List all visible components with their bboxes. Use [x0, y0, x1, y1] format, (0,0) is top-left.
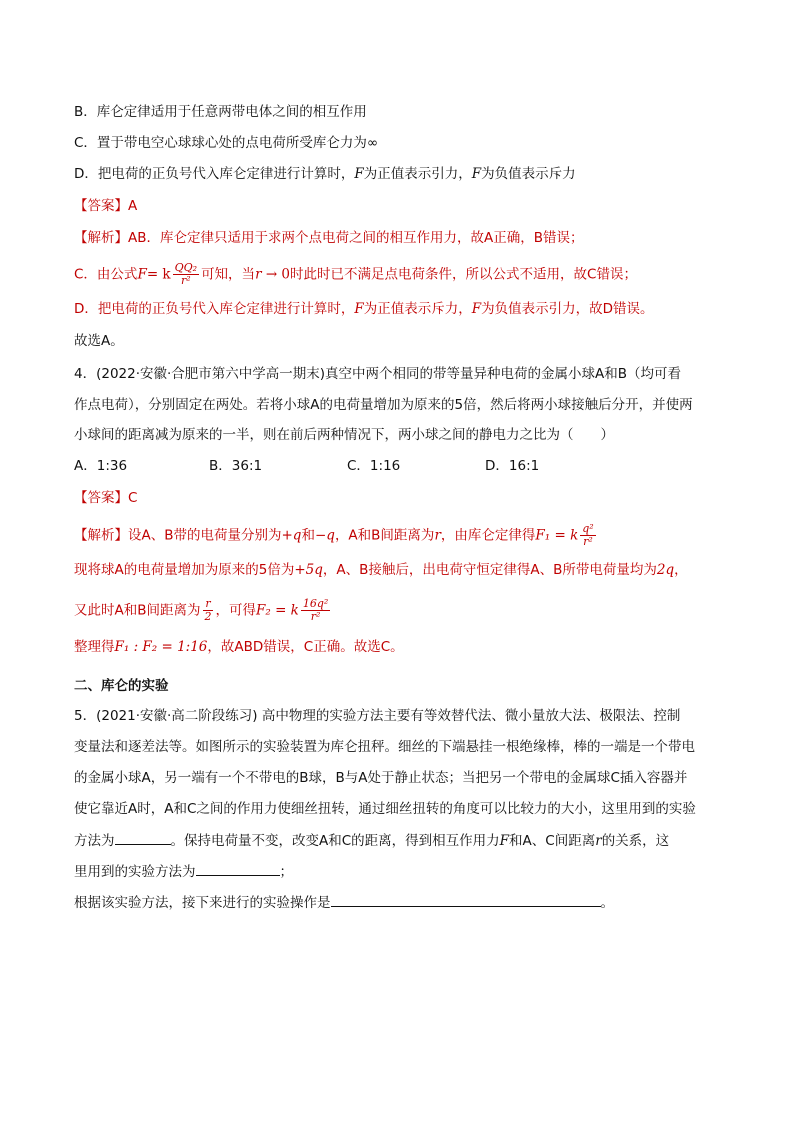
- question-text: ；: [279, 864, 293, 880]
- answer-label: 【答案】: [74, 490, 128, 506]
- question-text: 根据该实验方法，接下来进行的实验操作是: [74, 895, 331, 911]
- option-b: B．库仑定律适用于任意两带电体之间的相互作用: [74, 104, 367, 120]
- formula-lhs: F: [137, 266, 147, 283]
- force-symbol: F: [471, 166, 482, 182]
- fraction-denominator: r²: [181, 274, 191, 287]
- analysis-text: 和: [301, 527, 315, 544]
- question-4-option-d: D．16:1: [485, 458, 540, 474]
- option-c: C．置于带电空心球球心处的点电荷所受库仑力为∞: [74, 135, 379, 151]
- analysis-text: ，: [674, 562, 688, 578]
- distance-symbol: r: [595, 833, 602, 849]
- force-symbol: F: [354, 301, 364, 317]
- formula-fraction: [203, 598, 214, 623]
- analysis-text: ，A和B间距离为: [334, 527, 435, 544]
- option-d: [74, 164, 576, 184]
- analysis-3-line2: [74, 262, 637, 287]
- analysis-text: 可知，当: [201, 266, 256, 283]
- fraction-denominator: r²: [583, 535, 593, 548]
- formula-eq: = k: [146, 266, 171, 283]
- analysis-text: C．由公式: [74, 266, 138, 283]
- formula-fraction: [580, 523, 595, 548]
- question-4-line3: 小球间的距离减为原来的一半，则在前后两种情况下，两小球之间的静电力之比为（ ）: [74, 427, 614, 443]
- distance-symbol: r: [255, 266, 262, 283]
- question-5-line3: 的金属小球A，另一端有一个不带电的B球，B与A处于静止状态；当把另一个带电的金属球C插入容器并: [74, 770, 688, 786]
- question-5-line5: [74, 830, 669, 851]
- analysis-3-line3: [74, 299, 654, 319]
- fraction-numerator: q²: [582, 522, 594, 535]
- answer-blank-2[interactable]: [196, 861, 280, 876]
- question-5-line6: [74, 861, 293, 882]
- analysis-text: ，故ABD错误，C正确。故选C。: [207, 639, 404, 655]
- analysis-3-conclusion: 故选A。: [74, 333, 124, 349]
- formula-fraction: [301, 598, 330, 623]
- fraction-numerator: r: [205, 597, 211, 610]
- analysis-text: 时此时已不满足点电荷条件，所以公式不适用，故C错误；: [290, 266, 637, 283]
- formula-f1: F₁ = k: [535, 527, 579, 544]
- force-symbol: F: [499, 833, 510, 849]
- fraction-numerator: QQ₂: [174, 261, 198, 274]
- answer-4: [74, 488, 137, 508]
- charge-negative: −q: [314, 527, 335, 544]
- answer-value: A: [128, 198, 138, 214]
- analysis-text: 设A、B带的电荷量分别为: [128, 527, 282, 544]
- analysis-text: ，A、B接触后，出电荷守恒定律得A、B所带电荷量均为: [322, 562, 657, 578]
- analysis-text: ，可得: [215, 602, 256, 619]
- analysis-text: ，由库仑定律得: [440, 527, 536, 544]
- fraction-numerator: 16q²: [302, 597, 329, 610]
- answer-3: [74, 196, 137, 216]
- option-d-text-mid: 为正值表示引力，: [363, 166, 472, 182]
- option-d-text-pre: D．把电荷的正负号代入库仑定律进行计算时，: [74, 166, 355, 182]
- analysis-text: 又此时A和B间距离为: [74, 602, 201, 619]
- question-5-line4: 使它靠近A时，A和C之间的作用力使细丝扭转，通过细丝扭转的角度可以比较力的大小，这里用到的实验: [74, 801, 696, 817]
- distance-symbol: r: [434, 527, 441, 544]
- question-text: 里用到的实验方法为: [74, 864, 196, 880]
- analysis-4-line2: [74, 560, 688, 580]
- charge-value: 2q: [656, 562, 675, 578]
- analysis-text: 为正值表示斥力，: [363, 301, 472, 317]
- answer-blank-3[interactable]: [331, 892, 601, 907]
- fraction-denominator: r²: [310, 610, 321, 623]
- question-text: 。: [600, 895, 614, 911]
- section-title: 二、库仑的实验: [74, 678, 169, 694]
- answer-value: C: [128, 490, 138, 506]
- analysis-label: 【解析】: [74, 527, 128, 544]
- question-5-line2: 变量法和逐差法等。如图所示的实验装置为库仑扭秤。细丝的下端悬挂一根绝缘棒，棒的一端是一个带电: [74, 739, 695, 755]
- force-symbol: F: [471, 301, 482, 317]
- question-5-line7: [74, 892, 614, 913]
- analysis-text: 为负值表示引力，故D错误。: [481, 301, 654, 317]
- question-text: 和A、C间距离: [509, 833, 596, 849]
- question-4-line1: 4．(2022·安徽·合肥市第六中学高一期末)真空中两个相同的带等量异种电荷的金属小球A和B（均可看: [74, 366, 682, 382]
- formula-f2: F₂ = k: [256, 602, 299, 619]
- charge-positive: +q: [281, 527, 302, 544]
- question-4-option-a: A．1:36: [74, 458, 128, 474]
- analysis-label: 【解析】: [74, 230, 128, 246]
- analysis-3-line1: [74, 228, 584, 248]
- analysis-text: AB．库仑定律只适用于求两个点电荷之间的相互作用力，故A正确，B错误；: [128, 230, 584, 246]
- question-4-option-c: C．1:16: [347, 458, 401, 474]
- option-d-text-post: 为负值表示斥力: [481, 166, 576, 182]
- fraction-denominator: 2: [204, 610, 212, 623]
- analysis-4-line4: [74, 637, 404, 657]
- answer-label: 【答案】: [74, 198, 128, 214]
- analysis-text: 现将球A的电荷量增加为原来的5倍为: [74, 562, 295, 578]
- charge-value: +5q: [294, 562, 323, 578]
- limit-arrow: → 0: [261, 266, 291, 283]
- analysis-4-line1: [74, 523, 598, 548]
- question-5-line1: 5．(2021·安徽·高二阶段练习) 高中物理的实验方法主要有等效替代法、微小量放大法、极限法、控制: [74, 708, 681, 724]
- force-symbol: F: [354, 166, 364, 182]
- answer-blank-1[interactable]: [115, 830, 171, 845]
- formula-fraction: [173, 262, 199, 287]
- analysis-4-line3: [74, 598, 332, 623]
- question-text: 的关系，这: [601, 833, 670, 849]
- question-text: 方法为: [74, 833, 115, 849]
- question-text: 。保持电荷量不变，改变A和C的距离，得到相互作用力: [170, 833, 500, 849]
- force-ratio: F₁ : F₂ = 1:16: [114, 639, 208, 655]
- question-4-line2: 作点电荷），分别固定在两处。若将小球A的电荷量增加为原来的5倍，然后将两小球接触后分开，并使两: [74, 397, 693, 413]
- analysis-text: D．把电荷的正负号代入库仑定律进行计算时，: [74, 301, 355, 317]
- question-4-option-b: B．36:1: [209, 458, 263, 474]
- analysis-text: 整理得: [74, 639, 115, 655]
